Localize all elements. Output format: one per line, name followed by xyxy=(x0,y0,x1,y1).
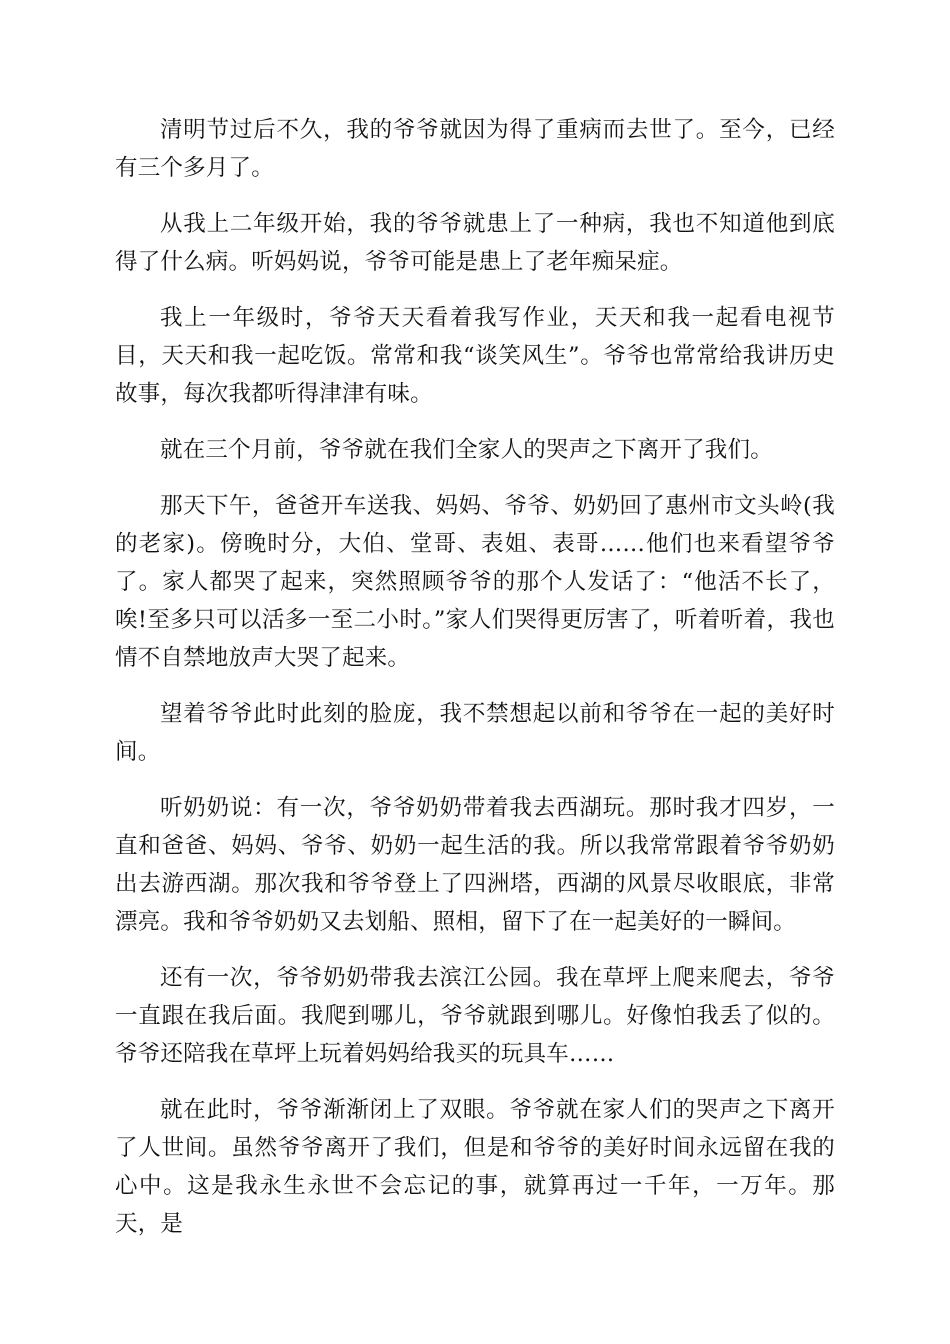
paragraph: 就在三个月前，爷爷就在我们全家人的哭声之下离开了我们。 xyxy=(160,437,773,463)
paragraph: 清明节过后不久，我的爷爷就因为得了重病而去世了。至今，已经有三个多月了。 xyxy=(115,117,835,181)
paragraph: 望着爷爷此时此刻的脸庞，我不禁想起以前和爷爷在一起的美好时间。 xyxy=(115,701,835,765)
paragraph: 我上一年级时，爷爷天天看着我写作业，天天和我一起看电视节目，天天和我一起吃饭。常常和我“谈笑风生”。爷爷也常常给我讲历史故事，每次我都听得津津有味。 xyxy=(115,305,835,407)
paragraph: 从我上二年级开始，我的爷爷就患上了一种病，我也不知道他到底得了什么病。听妈妈说，爷爷可能是患上了老年痴呆症。 xyxy=(115,211,835,275)
paragraph: 就在此时，爷爷渐渐闭上了双眼。爷爷就在家人们的哭声之下离开了人世间。虽然爷爷离开了我们，但是和爷爷的美好时间永远留在我的心中。这是我永生永世不会忘记的事，就算再过一千年，一万年。那天，是 xyxy=(115,1097,835,1237)
paragraph: 还有一次，爷爷奶奶带我去滨江公园。我在草坪上爬来爬去，爷爷一直跟在我后面。我爬到哪儿，爷爷就跟到哪儿。好像怕我丢了似的。爷爷还陪我在草坪上玩着妈妈给我买的玩具车…… xyxy=(115,965,835,1067)
paragraph: 听奶奶说：有一次，爷爷奶奶带着我去西湖玩。那时我才四岁，一直和爸爸、妈妈、爷爷、奶奶一起生活的我。所以我常常跟着爷爷奶奶出去游西湖。那次我和爷爷登上了四洲塔，西湖的风景尽收眼底，非常漂亮。我和爷爷奶奶又去划船、照相，留下了在一起美好的一瞬间。 xyxy=(115,795,835,935)
paragraph: 那天下午，爸爸开车送我、妈妈、爷爷、奶奶回了惠州市文头岭(我的老家)。傍晚时分，大伯、堂哥、表姐、表哥……他们也来看望爷爷了。家人都哭了起来，突然照顾爷爷的那个人发话了：“他活不长了，唉!至多只可以活多一至二小时。”家人们哭得更厉害了，听着听着，我也情不自禁地放声大哭了起来。 xyxy=(115,493,835,671)
document-body xyxy=(115,111,835,1261)
